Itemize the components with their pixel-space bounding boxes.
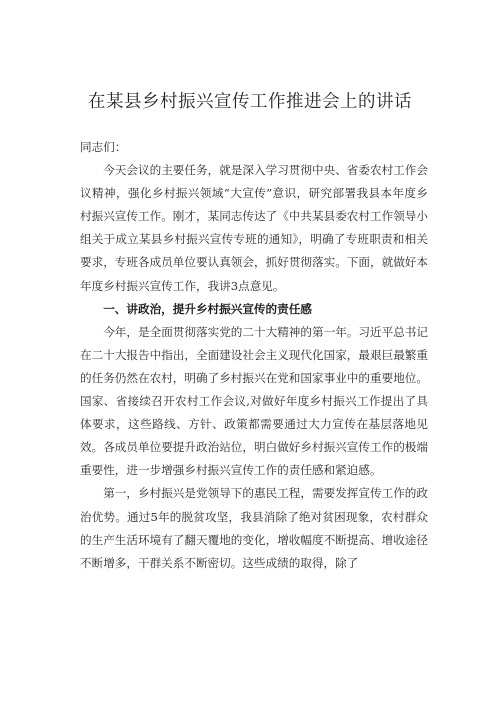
document-title: 在某县乡村振兴宣传工作推进会上的讲话 — [88, 92, 412, 112]
paragraph-intro: 今天会议的主要任务，就是深入学习贯彻中央、省委农村工作会议精神，强化乡村振兴领域“大宣传”意识，研究部署我县本年度乡村振兴宣传工作。刚才，某同志传达了《中共某县委农村工作领导小组关于成立某县乡村振兴宣传专班的通知》，明确了专班职责和相关要求，专班各成员单位要认真领会，抓好贯彻落实。下面，就做好本年度乡村振兴宣传工作，我讲3点意见。 — [80, 163, 428, 293]
section-heading-1: 一、讲政治，提升乡村振兴宣传的责任感 — [103, 301, 312, 316]
document-body — [80, 136, 428, 575]
salutation: 同志们： — [80, 140, 127, 154]
paragraph-point-1: 第一，乡村振兴是党领导下的惠民工程，需要发挥宣传工作的政治优势。通过5年的脱贫攻坚，我县消除了绝对贫困现象，农村群众的生产生活环境有了翻天覆地的变化，增收幅度不断提高、增收途径不断增多，干群关系不断密切。这些成绩的取得，除了 — [80, 486, 428, 570]
paragraph-section-1: 今年，是全面贯彻落实党的二十大精神的第一年。习近平总书记在二十大报告中指出，全面建设社会主义现代化国家，最艰巨最繁重的任务仍然在农村，明确了乡村振兴在党和国家事业中的重要地位。国家、省接续召开农村工作会议,对做好年度乡村振兴工作提出了具体要求，这些路线、方针、政策都需要通过大力宣传在基层落地见效。各成员单位要提升政治站位，明白做好乡村振兴宣传工作的极端重要性，进一步增强乡村振兴宣传工作的责任感和紧迫感。 — [80, 324, 428, 478]
